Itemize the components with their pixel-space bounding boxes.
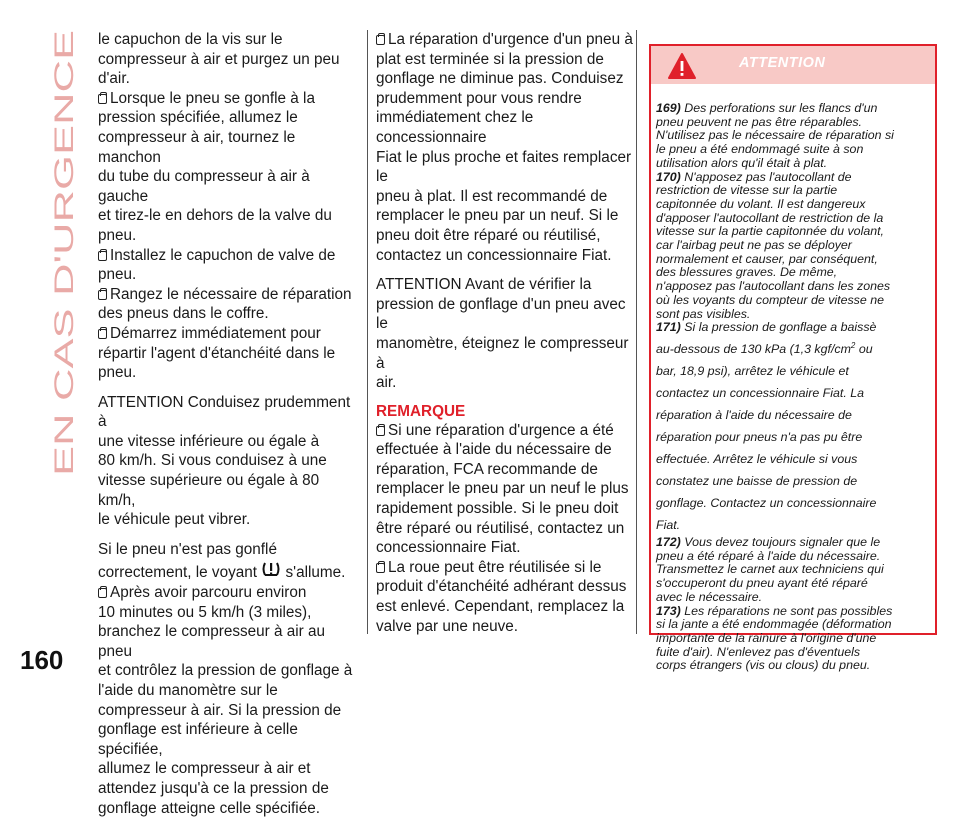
note-line: Des perforations sur les flancs d'un bbox=[684, 101, 878, 115]
note-lines bbox=[656, 550, 930, 605]
note-line: vitesse sur la partie capitonnée du volant, bbox=[656, 224, 884, 239]
note-line: réparation à l'aide du nécessaire de bbox=[656, 408, 852, 423]
note-line: fuite d'air). N'enlevez pas d'éventuels bbox=[656, 644, 861, 659]
text-line bbox=[98, 583, 360, 603]
text-fragment: s'allume. bbox=[285, 564, 346, 582]
text-line bbox=[98, 206, 360, 226]
text-line: ATTENTION Conduisez prudemment à bbox=[98, 393, 351, 431]
bullet-paragraph bbox=[98, 583, 360, 818]
bullet-paragraph bbox=[98, 246, 360, 285]
text-line bbox=[98, 285, 360, 305]
text-fragment: et tirez-le en dehors de la valve du bbox=[98, 207, 332, 225]
note-line: d'apposer l'autocollant de restriction de la bbox=[656, 210, 884, 225]
bullet-paragraph bbox=[98, 285, 360, 324]
text-line bbox=[376, 246, 636, 266]
text-fragment: allumez le compresseur à air et bbox=[98, 760, 311, 778]
text-line bbox=[98, 344, 360, 364]
text-line bbox=[98, 89, 360, 109]
text-fragment: et contrôlez la pression de gonflage à bbox=[98, 662, 353, 680]
text-fragment: plat est terminée si la pression de bbox=[376, 50, 604, 68]
text-fragment: attendez jusqu'à ce la pression de bbox=[98, 779, 329, 797]
tire-pressure-warning-icon bbox=[261, 559, 281, 579]
note-line: des blessures graves. De même, bbox=[656, 265, 838, 280]
text-fragment: du tube du compresseur à air à gauche bbox=[98, 168, 310, 205]
text-line bbox=[376, 108, 636, 147]
text-fragment: 10 minutes ou 5 km/h (3 miles), bbox=[98, 603, 312, 621]
text-line: vitesse supérieure ou égale à 80 km/h, bbox=[98, 472, 320, 509]
note-number: 173) bbox=[656, 603, 681, 618]
note-text: N'apposez pas l'autocollant de bbox=[684, 169, 852, 184]
text-line bbox=[376, 69, 636, 89]
text-line bbox=[376, 148, 636, 187]
note-172 bbox=[656, 536, 930, 605]
text-line bbox=[376, 519, 636, 539]
bullet-icon bbox=[98, 290, 107, 300]
text-fragment: gonflage atteigne celle spécifiée. bbox=[98, 799, 320, 817]
superscript: 2 bbox=[850, 340, 856, 350]
text-line bbox=[376, 30, 636, 50]
column-1 bbox=[98, 30, 360, 818]
note-169 bbox=[656, 102, 930, 171]
note-line: pneu a été réparé à l'aide du nécessaire. bbox=[656, 548, 881, 563]
text-line: ATTENTION Avant de vérifier la bbox=[376, 276, 592, 294]
note-line: où les voyants du compteur de vitesse ne bbox=[656, 292, 884, 307]
text-line bbox=[98, 128, 360, 167]
bullet-paragraph bbox=[376, 30, 636, 265]
note-lines bbox=[656, 618, 930, 673]
text-fragment: La roue peut être réutilisée si le bbox=[388, 558, 602, 576]
warning-triangle-icon bbox=[667, 52, 697, 80]
note-number: 169) bbox=[656, 101, 681, 115]
text-line: pression de gonflage d'un pneu avec le bbox=[376, 295, 626, 333]
text-fragment: des pneus dans le coffre. bbox=[98, 305, 269, 323]
text-line: le véhicule peut vibrer. bbox=[98, 511, 251, 529]
note-line: effectuée. Arrêtez le véhicule si vous bbox=[656, 452, 858, 467]
text-fragment: est enlevé. Cependant, remplacez la bbox=[376, 598, 625, 616]
note-line: s'occuperont du pneu ayant été réparé bbox=[656, 576, 868, 591]
text-line bbox=[98, 108, 360, 128]
attention-paragraph bbox=[98, 393, 360, 530]
note-text: Les réparations ne sont pas possibles bbox=[684, 603, 893, 618]
bullet-icon bbox=[98, 251, 107, 261]
text-line: air. bbox=[376, 374, 397, 392]
text-line bbox=[98, 265, 360, 285]
note-170 bbox=[656, 171, 930, 322]
text-fragment: pneu. bbox=[98, 364, 137, 382]
attention-box bbox=[649, 44, 937, 673]
column-divider bbox=[367, 30, 368, 634]
text-line bbox=[376, 206, 636, 226]
text-fragment: rapidement possible. Si le pneu doit bbox=[376, 500, 619, 518]
side-section-title bbox=[48, 24, 78, 504]
text-line bbox=[98, 779, 360, 799]
note-number: 172) bbox=[656, 535, 681, 550]
attention-header bbox=[651, 46, 935, 84]
note-text: ou bbox=[855, 342, 873, 357]
column-divider bbox=[636, 30, 637, 634]
text-line bbox=[376, 421, 636, 441]
text-line bbox=[376, 89, 636, 109]
note-line: si la jante a été endommagée (déformation bbox=[656, 617, 892, 632]
text-line bbox=[376, 558, 636, 578]
text-line: 80 km/h. Si vous conduisez à une bbox=[98, 452, 327, 470]
text-line: Si le pneu n'est pas gonflé bbox=[98, 540, 277, 558]
text-fragment: pression spécifiée, allumez le bbox=[98, 109, 298, 127]
note-line: constatez une baisse de pression de bbox=[656, 474, 858, 489]
text-fragment: immédiatement chez le concessionnaire bbox=[376, 109, 534, 146]
remark-heading: REMARQUE bbox=[376, 402, 466, 420]
attention-body bbox=[651, 84, 935, 673]
bullet-icon bbox=[98, 588, 107, 598]
tire-warning-paragraph bbox=[98, 540, 360, 583]
text-fragment: correctement, le voyant bbox=[98, 564, 257, 582]
text-line bbox=[98, 226, 360, 246]
bullet-icon bbox=[376, 35, 385, 45]
note-line bbox=[656, 335, 930, 360]
note-lines bbox=[656, 360, 930, 536]
note-line: pneu peuvent ne pas être réparables. bbox=[656, 114, 862, 129]
note-number: 171) bbox=[656, 320, 681, 335]
text-line bbox=[98, 759, 360, 779]
text-line bbox=[98, 324, 360, 344]
text-line bbox=[376, 617, 636, 637]
text-line: manomètre, éteignez le compresseur à bbox=[376, 334, 629, 372]
text-fragment: concessionnaire Fiat. bbox=[376, 539, 521, 557]
text-line bbox=[98, 603, 360, 623]
note-line: bar, 18,9 psi), arrêtez le véhicule et bbox=[656, 364, 849, 379]
text-fragment: Lorsque le pneu se gonfle à la bbox=[110, 89, 315, 107]
text-line bbox=[376, 499, 636, 519]
text-fragment: réparation, FCA recommande de bbox=[376, 460, 598, 478]
text-line bbox=[98, 701, 360, 721]
bullet-paragraph bbox=[376, 421, 636, 558]
note-line: importante de la rainure à l'origine d'une bbox=[656, 631, 877, 645]
text-fragment: Démarrez immédiatement pour bbox=[110, 324, 321, 342]
text-fragment: Installez le capuchon de valve de bbox=[110, 246, 336, 264]
note-text: Vous devez toujours signaler que le bbox=[684, 535, 881, 550]
note-line: Fiat. bbox=[656, 518, 681, 533]
attention-title: ATTENTION bbox=[739, 55, 826, 71]
text-fragment: branchez le compresseur à air au pneu bbox=[98, 623, 326, 660]
text-fragment: produit d'étanchéité adhérant dessus bbox=[376, 578, 627, 596]
text-fragment: remplacer le pneu par un neuf. Si le bbox=[376, 207, 619, 225]
note-lines bbox=[656, 184, 930, 321]
note-line: avec le nécessaire. bbox=[656, 589, 763, 604]
text-fragment: prudemment pour vous rendre bbox=[376, 89, 582, 107]
bullet-paragraph bbox=[376, 558, 636, 636]
text-fragment: gonflage est inférieure à celle spécifiée, bbox=[98, 721, 298, 758]
note-line: corps étrangers (vis ou clous) du pneu. bbox=[656, 658, 871, 673]
text-fragment: Si une réparation d'urgence a été bbox=[388, 421, 614, 439]
text-line bbox=[98, 681, 360, 701]
text-line bbox=[376, 597, 636, 617]
text-fragment: répartir l'agent d'étanchéité dans le bbox=[98, 344, 336, 362]
text-fragment: La réparation d'urgence d'un pneu à bbox=[388, 31, 633, 48]
text-fragment: compresseur à air, tournez le manchon bbox=[98, 128, 296, 166]
text-fragment: valve par une neuve. bbox=[376, 617, 519, 635]
bullet-paragraph bbox=[98, 324, 360, 383]
note-line: Transmettez le carnet aux techniciens qui bbox=[656, 562, 884, 577]
note-line: gonflage. Contactez un concessionnaire bbox=[656, 496, 877, 511]
side-title-text: EN CAS D'URGENCE bbox=[49, 208, 78, 476]
text-fragment: pneu doit être réparé ou réutilisé, bbox=[376, 226, 601, 244]
text-line bbox=[98, 304, 360, 324]
note-line: sont pas visibles. bbox=[656, 306, 751, 321]
text-fragment: pneu. bbox=[98, 266, 137, 284]
note-line: car l'airbag peut ne pas se déployer bbox=[656, 238, 852, 253]
text-line bbox=[376, 577, 636, 597]
note-line: restriction de vitesse sur la partie bbox=[656, 183, 838, 198]
note-line: contactez un concessionnaire Fiat. La bbox=[656, 386, 865, 401]
text-line bbox=[98, 622, 360, 661]
column-2 bbox=[376, 30, 636, 636]
text-fragment: pneu. bbox=[98, 226, 137, 244]
note-173 bbox=[656, 605, 930, 674]
text-line bbox=[98, 720, 360, 759]
text-fragment: compresseur à air. Si la pression de bbox=[98, 701, 342, 719]
bullet-icon bbox=[98, 94, 107, 104]
note-lines bbox=[656, 101, 930, 171]
text-line bbox=[376, 226, 636, 246]
text-fragment: pneu à plat. Il est recommandé de bbox=[376, 187, 608, 205]
bullet-paragraph bbox=[98, 89, 360, 246]
text-line bbox=[376, 187, 636, 207]
note-text: Si la pression de gonflage a baissè bbox=[684, 320, 877, 335]
note-171 bbox=[656, 321, 930, 536]
text-line bbox=[376, 460, 636, 480]
text-fragment: gonflage ne diminue pas. Conduisez bbox=[376, 70, 624, 88]
text-fragment: Rangez le nécessaire de réparation bbox=[110, 285, 352, 303]
bullet-icon bbox=[376, 426, 385, 436]
paragraph-intro bbox=[98, 30, 360, 89]
page-number: 160 bbox=[20, 645, 64, 675]
bullet-icon bbox=[376, 563, 385, 573]
text-line bbox=[376, 50, 636, 70]
note-line: capitonnée du volant. Il est dangereux bbox=[656, 196, 866, 211]
text-fragment: être réparé ou réutilisé, contactez un bbox=[376, 519, 625, 537]
text-line bbox=[98, 661, 360, 681]
text-fragment: remplacer le pneu par un neuf le plus bbox=[376, 480, 629, 498]
text-line bbox=[376, 538, 636, 558]
note-number: 170) bbox=[656, 169, 681, 184]
text-fragment: l'aide du manomètre sur le bbox=[98, 682, 278, 699]
text-fragment: effectuée à l'aide du nécessaire de bbox=[376, 441, 612, 459]
text-line bbox=[98, 363, 360, 383]
text-fragment: contactez un concessionnaire Fiat. bbox=[376, 246, 612, 264]
note-line: le pneu a été endommagé suite à son bbox=[656, 142, 864, 157]
text-line bbox=[98, 559, 360, 583]
text-line: une vitesse inférieure ou égale à bbox=[98, 432, 320, 450]
text-line bbox=[376, 440, 636, 460]
text-line bbox=[98, 167, 360, 206]
text-line bbox=[98, 799, 360, 818]
text-line bbox=[98, 246, 360, 266]
text-fragment: Fiat le plus proche et faites remplacer le bbox=[376, 148, 632, 186]
attention-paragraph bbox=[376, 275, 636, 393]
note-line: N'utilisez pas le nécessaire de réparation si bbox=[656, 128, 894, 143]
note-line: réparation pour pneus n'a pas pu être bbox=[656, 430, 863, 445]
note-line: utilisation alors qu'il était à plat. bbox=[656, 155, 828, 170]
text-fragment: Après avoir parcouru environ bbox=[110, 584, 307, 602]
note-line: n'apposez pas l'autocollant dans les zones bbox=[656, 279, 891, 294]
text-line: compresseur à air et purgez un peu bbox=[98, 50, 340, 68]
bullet-icon bbox=[98, 329, 107, 339]
note-line: normalement et causer, par conséquent, bbox=[656, 251, 878, 266]
note-text: au-dessous de 130 kPa (1,3 kgf/cm bbox=[656, 342, 851, 357]
text-line bbox=[376, 479, 636, 499]
text-line: d'air. bbox=[98, 70, 130, 88]
text-line: le capuchon de la vis sur le bbox=[98, 31, 283, 48]
